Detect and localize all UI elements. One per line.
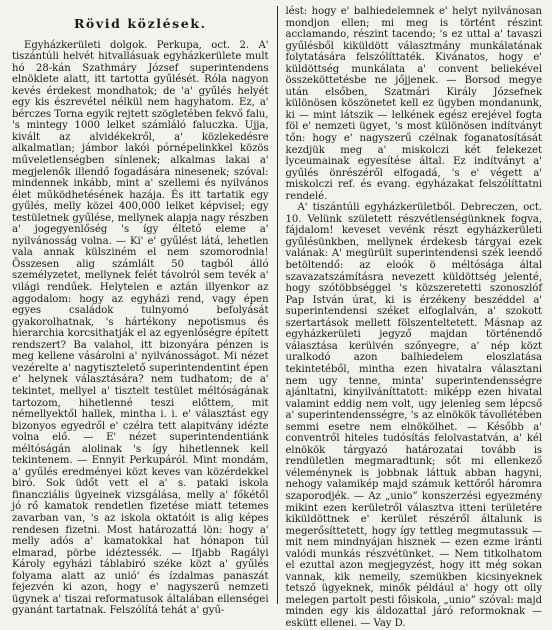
- left-paragraph-1: Egyházkerületi dolgok. Perkupa, oct. 2. A' tiszántúli helvét hitvallásuak egyházkerülete mult hó 28-kán Szathmáry József superintendens elnöklete alatt, itt tartotta gyűlését. Róla nagyon kevés érdekest mondhatok; de 'a' gyűlés helyét egy kis észrevétel nélkül nem hagyhatom. Ez, a' bérczes Torna egyik rejtett szögletében fekvő falu, 's mintegy 1000 lelket számláló faluczka. Ujja, kivált az alvidékekről, a' közlekedésre alkalmatlan; jámbor lakói pórnépelinkkel közös műveletlenségben sínlenek; alkalmas lakai a' megjelenők illendő fogadására ninesenek; szóval: mindennek inkább, mint a' szellemi és nyilvános élet működhetésének hazája. És itt tartatik egy gyűlés, melly közel 400,000 lelket képvisel; egy testületnek gyűlése, mellynek alapja nagy részben a' jogegyenlőség 's így éltető eleme a' nyilvánosság volna. — Ki' e' gyűlést látá, lehetlen vala annak külsziném el nem szomorodnia! Összesen alig számlált 50 tagból álló személyzetet, mellynek felét távolról sem tevék a' világi rendűek. Helytelen e aztán illyenkor az aggodalom: hogy az egyházi rend, vagy épen egyes családok tulnyomó befolyását gyakorolhatnak, 's hártékony nepotismus és hierarchia korcsithatják el az egyenlőségre épített rendszert? Ba valahol, itt bizonyára pénzen is meg kellene vásárolni a' nyilvánosságot. Mi nézet vezérelte a' nagytisztelető superintendentint épen e' helynek választására? nem tudhatom; de a' tekintet, mellyel a' tisztelt testület méltóságának tartozom, hihetlenné teszi előttem, mit némellyektől hallek, mintha i. i. e' választást egy bizonyos egyedről e' czélra tett alapitvány idézte volna elő. — E' nézet superintendentiánk méltóságán alolinak 's így hihetlennek kell tekintenem. — Ennyit Perkupáról. Mint mondám, a' gyűlés eredményei közt keves van közérdekkel biró. Sok üdőt vett el a' s. pataki iskola financziális ügyeinek vizsgálása, melly a' főkétől jó rő kamatok rendetlen fizetése miatt tetemes zavarban van, 's az iskola oktatóit is alig képes rendesen fizetni. Most határozattá lön: hogy a' melly adós a' kamatokkal hat hónapon túl elmarad, pörbe idéztessék. — Ifjabb Ragályi Károly egyházi táblabiró széke közt a' gyűlés folyama alatt az unió' és ízdalmas panaszát fejezvén ki azon, hogy e' nagyszerű nemzeti ügynek a' tiszai reformatusok általában ellenségei gyanánt tartatnak. Felszólítá tehát a' gyű-: [12, 39, 269, 617]
- columns: [12, 6, 543, 629]
- right-paragraph-1: lést: hogy e' balhiedelemnek e' helyt nyilvánosan mondjon ellen; mi meg is történt részint acclamando, részint tacendo; 's ez uttal a' tavaszi gyűlésből kiküldött választmány munkálatának folytatására felszólíttaték. Kivánatos, hogy e' küldöttség munkálata a' convent beliekével összeköttetésbe ne jőjjenek. — Borsod megye után elsőben, Szatmári Király Józsefnek különösen köszönetet kell ez ügyben mondanunk, ki — mint látszik — lelkének egész erejével fogta föl e' nemzeti ügyet, 's most különösen indítványt tőn: hogy e' nagyszerű czélnak foganatosítását kezdjük meg a' miskolczi két felekezet lyceumainak egyesítése által. Ez indítványt a' gyűlés önrészéről elfogadá, 's e' végett a' miskolczi ref. és evang. egyházakat felszólíttatni rendelé.: [285, 6, 543, 202]
- left-column: [12, 6, 277, 617]
- section-title: Rövid közlések.: [73, 16, 207, 31]
- right-column: [284, 6, 543, 629]
- column-divider: [277, 6, 278, 604]
- right-paragraph-2: A' tiszántúli egyházkerületből. Debreczen, oct. 10. Velünk született részvétlenségünknek fogva, fájdalom! keveset vevénk részt egyházkerületi gyűlésünkben, mellynek érdekesb tárgyai ezek valának: A' megürült superintendensi szék leendő betöltendő: az eloók ö méltósága által szavazatszámításra nevezett küldöttség jelenté, hogy szótöbbséggel 's közszeretetti szonoszlóf Pap István úrat, ki is érzékeny beszéddel a' superintendensi széket elfoglalván, a' szokott szertartások mellett fölszenteltetett. Másnap az egyházkerületi jegyző majdan történendő választása kerülvén szőnyegre, a' nép közt uralkodó azon balhiedelem eloszlatása tekintetéből, mintha ezen hivatalra választani nem ugy tenne, minta' superintendensségre ajánltatni, kinyilváníttatott: miképp ezen hivatal valamint eddig nem volt, ugy jelenleg sem lépcső a' superintendensségre, 's az elnökök távollétében semmi esetre nem elnökölhet. — Később a' conventről hiteles tudósítás felolvastatván, a' kél elnökök tárgyazó határozatai tovább is rendületlen megmaradtunk; sőt mi ellenkező véleménynek is jobbnak láttuk abban hagyni, nehogy valamikép majd számuk kettőről háromra szaporodjék. — Az „unio” konszerzési egyezmény mikint ezen kerületről választva itteni területére kiküldöttnek e' kerület részéről általunk is megerősíttetett, hogy így tettleg megmutassuk — mit nem mindnyájan hisznek — ezen ezme iránti valódi munkás részvétünket. — Nem titkolhatom el ezuttal azon megjegyzést, hogy itt még sokan vannak, kik nemeily, szemükben kicsinyeknek tetsző ügyeknek, minők például a' hogy ott olly melegen partolt pesti főiskola, „unio” szóval: majd minden egy kis áldozattal járó reformoknak — eskütt ellenei. — Vay D.: [285, 202, 543, 629]
